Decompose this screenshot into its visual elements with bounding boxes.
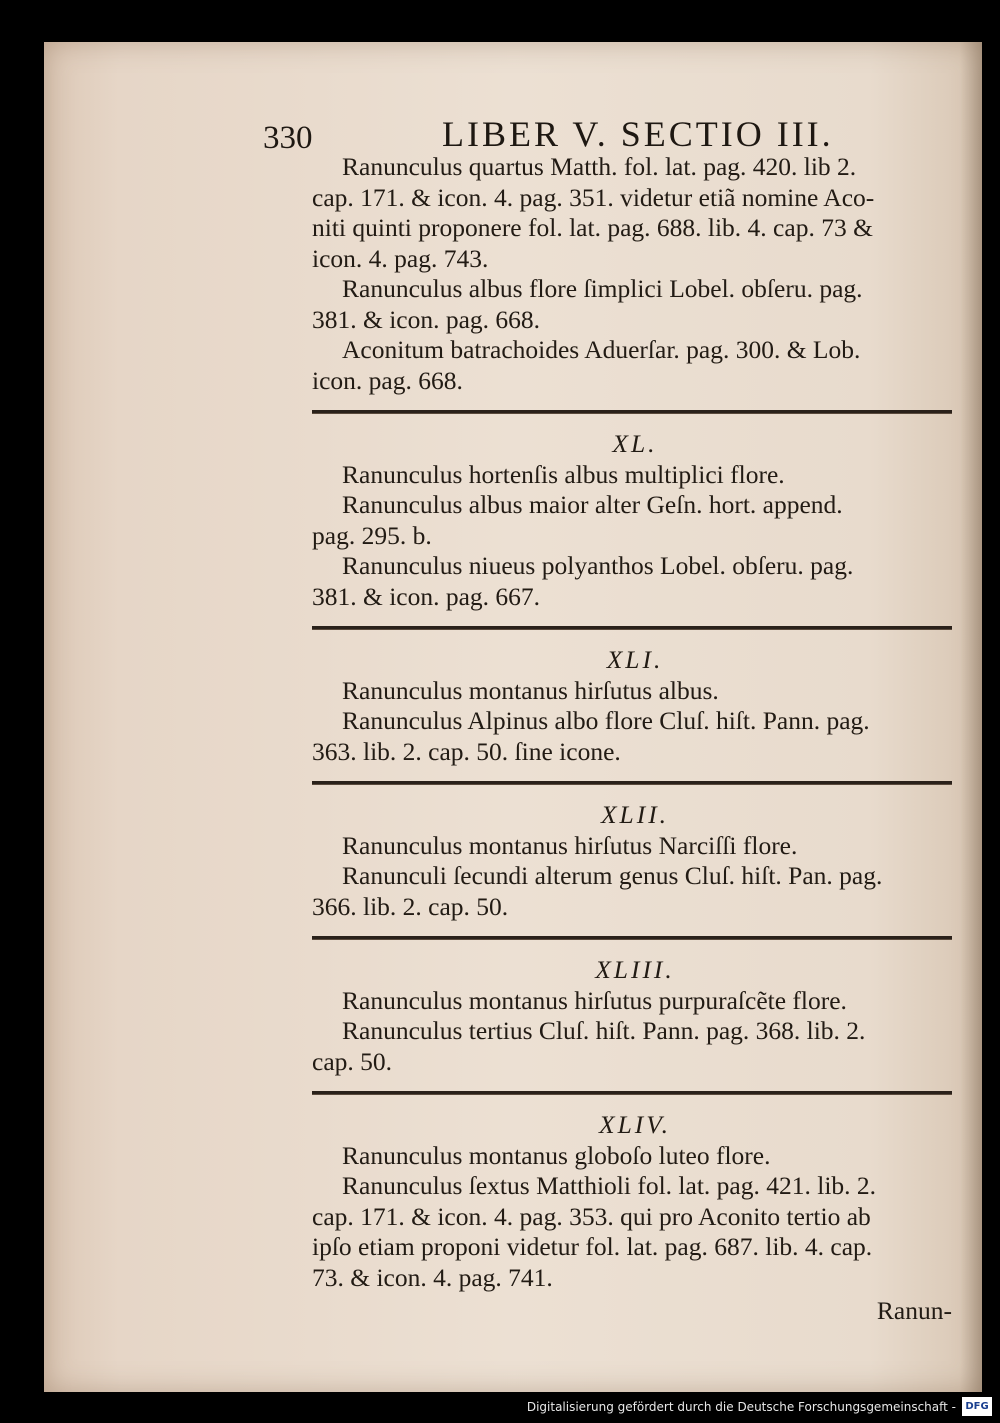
running-head: LIBER V. SECTIO III. <box>442 114 834 154</box>
text-line: Ranunculus Alpinus albo flore Cluſ. hiſt. Pann. pag. <box>342 706 870 735</box>
text-line: Ranunculus niueus polyanthos Lobel. obſeru. pag. <box>342 551 854 580</box>
text-line: Ranunculus montanus hirſutus purpuraſcẽte flore. <box>342 985 847 1015</box>
section-numeral: XLIII. <box>595 955 675 984</box>
text-line: 381. & icon. pag. 668. <box>312 304 541 334</box>
text-line: 381. & icon. pag. 667. <box>312 581 541 611</box>
text-line: icon. 4. pag. 743. <box>312 243 489 273</box>
text-line: Ranunculus ſextus Matthioli fol. lat. pag. 421. lib. 2. <box>342 1171 877 1200</box>
text-line: Ranunculus albus maior alter Geſn. hort. append. <box>342 490 843 519</box>
text-line: Ranunculus tertius Cluſ. hiſt. Pann. pag. 368. lib. 2. <box>342 1016 866 1045</box>
section-numeral: XLI. <box>606 645 664 674</box>
text-line: 73. & icon. 4. pag. 741. <box>312 1262 553 1292</box>
page-number: 330 <box>263 120 313 156</box>
text-line: cap. 50. <box>312 1046 393 1076</box>
text-line: cap. 171. & icon. 4. pag. 351. videtur etiã nomine Aco- <box>312 182 875 212</box>
text-line: icon. pag. 668. <box>312 365 463 395</box>
section-numeral: XLII. <box>600 800 670 829</box>
text-line: Aconitum batrachoides Aduerſar. pag. 300. & Lob. <box>342 335 861 364</box>
section-divider <box>312 612 958 645</box>
text-line: pag. 295. b. <box>312 520 432 550</box>
footer-bar <box>0 1392 1000 1423</box>
dfg-logo-icon: DFG <box>962 1397 992 1416</box>
section-numeral: XLIV. <box>599 1110 671 1139</box>
section-divider <box>312 396 958 429</box>
text-line: Ranunculus montanus hirſutus albus. <box>342 675 719 705</box>
text-line: 366. lib. 2. cap. 50. <box>312 891 509 921</box>
text-line: Ranunculus quartus Matth. fol. lat. pag. 420. lib 2. <box>342 152 857 181</box>
text-line: Ranunculus montanus hirſutus Narciſſi flore. <box>342 830 798 860</box>
text-line: Ranunculus albus flore ſimplici Lobel. obſeru. pag. <box>342 274 863 303</box>
text-line: Ranunculus montanus globoſo luteo flore. <box>342 1140 771 1170</box>
text-line: 363. lib. 2. cap. 50. ſine icone. <box>312 736 621 766</box>
funding-credit: Digitalisierung gefördert durch die Deutsche Forschungsgemeinschaft - <box>526 1400 956 1414</box>
text-line: Ranunculus hortenſis albus multiplici flore. <box>342 459 785 489</box>
section-divider <box>312 1077 958 1110</box>
section-divider <box>312 767 958 800</box>
page-body <box>312 152 958 1329</box>
text-line: Ranunculi ſecundi alterum genus Cluſ. hiſt. Pan. pag. <box>342 861 883 890</box>
text-line: niti quinti proponere fol. lat. pag. 688. lib. 4. cap. 73 & <box>312 213 873 242</box>
section-divider <box>312 922 958 955</box>
catchword: Ranun- <box>876 1296 952 1325</box>
section-numeral: XL. <box>612 429 658 458</box>
text-line: ipſo etiam proponi videtur fol. lat. pag. 687. lib. 4. cap. <box>312 1232 873 1261</box>
text-line: cap. 171. & icon. 4. pag. 353. qui pro Aconito tertio ab <box>312 1201 871 1231</box>
